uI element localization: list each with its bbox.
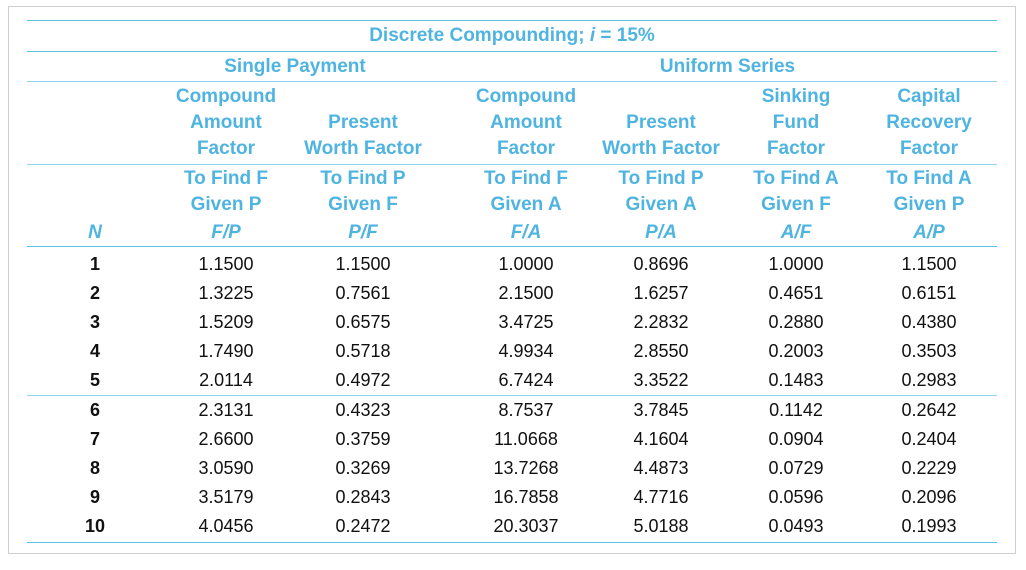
col-5-symbol: A/F — [780, 222, 812, 243]
rule-bottom — [27, 542, 997, 543]
col-1-name-line-2: Amount — [190, 112, 262, 133]
col-5-name-line-3: Factor — [766, 138, 826, 159]
row-8-col-3-value: 13.7268 — [493, 458, 559, 478]
row-1-col-2-value: 1.1500 — [335, 254, 391, 274]
row-7-col-4-value: 4.1604 — [633, 429, 689, 449]
row-9-col-6-value: 0.2096 — [901, 487, 957, 507]
row-4-col-5-value: 0.2003 — [768, 341, 824, 361]
col-3-find: To Find F — [483, 168, 569, 189]
col-2-given: Given F — [328, 194, 398, 215]
row-2-n: 2 — [89, 283, 100, 303]
col-4-find: To Find P — [618, 168, 704, 189]
col-2-symbol: P/F — [348, 222, 378, 243]
row-1-col-6-value: 1.1500 — [901, 254, 957, 274]
col-3-symbol: F/A — [510, 222, 542, 243]
row-7-n: 7 — [89, 429, 100, 449]
row-3-n: 3 — [89, 312, 100, 332]
col-3-name-line-3: Factor — [496, 138, 556, 159]
col-5-name-line-1: Sinking — [761, 86, 831, 107]
row-1-n: 1 — [89, 254, 100, 274]
row-3-col-2-value: 0.6575 — [335, 312, 391, 332]
row-7-col-3-value: 11.0668 — [494, 429, 558, 449]
col-5-find: To Find A — [753, 168, 839, 189]
row-9-col-4-value: 4.7716 — [633, 487, 689, 507]
row-10-col-3-value: 20.3037 — [493, 516, 559, 536]
rule-top — [27, 20, 997, 21]
row-3-col-1-value: 1.5209 — [198, 312, 254, 332]
row-1-col-4-value: 0.8696 — [633, 254, 689, 274]
row-1-col-1-value: 1.1500 — [198, 254, 254, 274]
row-2-col-2-value: 0.7561 — [335, 283, 391, 303]
col-3-name-line-1: Compound — [475, 86, 577, 107]
col-3-given: Given A — [490, 194, 562, 215]
rule-under-groups — [27, 81, 997, 82]
col-6-given: Given P — [893, 194, 965, 215]
row-6-col-3-value: 8.7537 — [498, 400, 554, 420]
n-header: N — [88, 222, 102, 243]
row-4-col-2-value: 0.5718 — [335, 341, 391, 361]
row-6-col-5-value: 0.1142 — [769, 400, 823, 420]
row-7-col-2-value: 0.3759 — [335, 429, 391, 449]
row-6-col-2-value: 0.4323 — [335, 400, 391, 420]
col-4-given: Given A — [625, 194, 697, 215]
col-2-name-line-3: Worth Factor — [304, 138, 422, 159]
col-1-name-line-3: Factor — [196, 138, 256, 159]
rule-under-factor-names — [27, 164, 997, 165]
row-8-col-6-value: 0.2229 — [901, 458, 957, 478]
row-10-col-2-value: 0.2472 — [335, 516, 391, 536]
rule-mid-body — [27, 395, 997, 396]
row-2-col-1-value: 1.3225 — [198, 283, 254, 303]
row-3-col-6-value: 0.4380 — [901, 312, 957, 332]
row-9-col-5-value: 0.0596 — [768, 487, 824, 507]
col-6-name-line-3: Factor — [899, 138, 959, 159]
row-10-col-6-value: 0.1993 — [901, 516, 957, 536]
row-8-col-2-value: 0.3269 — [335, 458, 391, 478]
row-8-col-5-value: 0.0729 — [768, 458, 824, 478]
row-3-col-4-value: 2.2832 — [633, 312, 689, 332]
row-7-col-5-value: 0.0904 — [768, 429, 824, 449]
row-6-col-6-value: 0.2642 — [901, 400, 957, 420]
row-5-col-5-value: 0.1483 — [768, 370, 824, 390]
row-5-col-1-value: 2.0114 — [199, 370, 253, 390]
row-8-col-4-value: 4.4873 — [633, 458, 689, 478]
group-uniform-series: Uniform Series — [659, 56, 796, 77]
col-1-symbol: F/P — [211, 222, 241, 243]
row-5-n: 5 — [89, 370, 100, 390]
col-5-name-line-2: Fund — [772, 112, 820, 133]
row-2-col-3-value: 2.1500 — [498, 283, 554, 303]
rule-under-title — [27, 51, 997, 52]
row-8-n: 8 — [89, 458, 100, 478]
row-10-n: 10 — [84, 516, 106, 536]
row-6-col-1-value: 2.3131 — [198, 400, 254, 420]
row-10-col-4-value: 5.0188 — [633, 516, 689, 536]
row-6-n: 6 — [89, 400, 100, 420]
row-2-col-4-value: 1.6257 — [633, 283, 689, 303]
row-5-col-3-value: 6.7424 — [498, 370, 554, 390]
row-5-col-2-value: 0.4972 — [335, 370, 391, 390]
col-4-symbol: P/A — [645, 222, 677, 243]
row-9-col-1-value: 3.5179 — [198, 487, 254, 507]
row-9-col-2-value: 0.2843 — [335, 487, 391, 507]
row-10-col-5-value: 0.0493 — [768, 516, 824, 536]
row-4-col-6-value: 0.3503 — [901, 341, 957, 361]
row-4-col-4-value: 2.8550 — [633, 341, 689, 361]
row-9-n: 9 — [89, 487, 100, 507]
col-4-name-line-3: Worth Factor — [602, 138, 720, 159]
row-7-col-6-value: 0.2404 — [901, 429, 957, 449]
rule-under-symbols — [27, 246, 997, 247]
col-1-name-line-1: Compound — [175, 86, 277, 107]
row-10-col-1-value: 4.0456 — [198, 516, 254, 536]
col-6-symbol: A/P — [913, 222, 945, 243]
row-5-col-4-value: 3.3522 — [633, 370, 689, 390]
col-5-given: Given F — [761, 194, 831, 215]
row-2-col-6-value: 0.6151 — [901, 283, 957, 303]
col-1-given: Given P — [190, 194, 262, 215]
col-6-name-line-1: Capital — [897, 86, 961, 107]
col-3-name-line-2: Amount — [490, 112, 562, 133]
col-4-name-line-2: Present — [626, 112, 696, 133]
col-6-find: To Find A — [886, 168, 972, 189]
row-7-col-1-value: 2.6600 — [198, 429, 254, 449]
table-title: Discrete Compounding; i = 15% — [369, 25, 655, 46]
row-3-col-5-value: 0.2880 — [768, 312, 824, 332]
row-2-col-5-value: 0.4651 — [768, 283, 824, 303]
row-4-n: 4 — [89, 341, 100, 361]
col-2-find: To Find P — [320, 168, 406, 189]
col-6-name-line-2: Recovery — [886, 112, 972, 133]
row-4-col-1-value: 1.7490 — [198, 341, 254, 361]
row-5-col-6-value: 0.2983 — [901, 370, 957, 390]
row-8-col-1-value: 3.0590 — [198, 458, 254, 478]
row-3-col-3-value: 3.4725 — [498, 312, 554, 332]
row-1-col-3-value: 1.0000 — [498, 254, 554, 274]
row-6-col-4-value: 3.7845 — [633, 400, 689, 420]
group-single-payment: Single Payment — [224, 56, 366, 77]
row-4-col-3-value: 4.9934 — [498, 341, 554, 361]
col-2-name-line-2: Present — [328, 112, 398, 133]
col-1-find: To Find F — [183, 168, 269, 189]
row-9-col-3-value: 16.7858 — [493, 487, 559, 507]
row-1-col-5-value: 1.0000 — [768, 254, 824, 274]
